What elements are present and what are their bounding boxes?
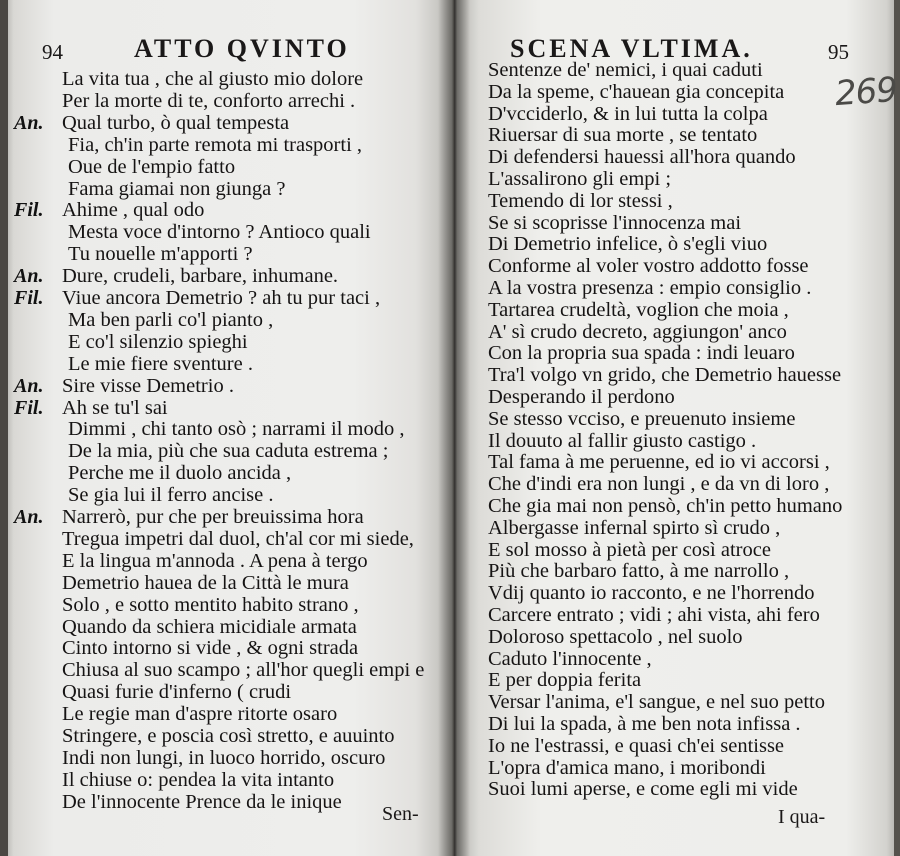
verse-line: L'opra d'amica mano, i moribondi [488,756,766,779]
verse-line: E per doppia ferita [488,669,642,692]
verse-line: Se si scoprisse l'innocenza mai [488,211,742,234]
verse-line: Carcere entrato ; vidi ; ahi vista, ahi fero [488,604,820,626]
right-running-head: SCENA VLTIMA. [510,34,753,63]
verse-line: Demetrio hauea de la Città le mura [62,571,349,594]
book-gutter [438,0,470,856]
speaker-label: An. [14,265,44,288]
verse-line: Tra'l volgo vn grido, che Demetrio hauesse [488,364,842,387]
verse-line: Se stesso vcciso, e preuenuto insieme [488,407,796,430]
verse-line: Riuersar di sua morte , se tentato [488,124,758,147]
verse-line: Che gia mai non pensò, ch'in petto humano [488,495,843,517]
verse-line: Di Demetrio infelice, ò s'egli viuo [488,233,768,256]
verse-line: Io ne l'estrassi, e quasi ch'ei sentisse [488,734,785,757]
verse-line: Desperando il perdono [488,386,675,408]
verse-line: Tartarea crudeltà, voglion che moia , [488,298,789,321]
verse-line: L'assalirono gli empi ; [488,168,672,190]
speaker-label: Fil. [14,396,44,419]
verse-line: Le mie fiere sventure . [68,352,253,375]
left-running-head: ATTO QVINTO [134,34,350,63]
right-page-number: 95 [828,40,849,64]
verse-line: Narrerò, pur che per breuissima hora [62,506,364,528]
verse-line: Perche me il duolo ancida , [68,462,292,485]
speaker-label: Fil. [14,287,44,309]
verse-line: Albergasse infernal spirto sì crudo , [488,516,781,539]
verse-line: Sire visse Demetrio . [62,374,234,397]
verse-line: Le regie man d'aspre ritorte osaro [62,703,338,726]
verse-line: Cinto intorno si vide , & ogni strada [62,637,359,660]
verse-line: E sol mosso à pietà per così atroce [488,538,771,561]
speaker-label: An. [14,506,44,528]
right-book-edge [894,0,900,856]
verse-line: Versar l'anima, e'l sangue, e nel suo petto [488,691,825,714]
verse-line: La vita tua , che al giusto mio dolore [62,68,364,90]
verse-line: Oue de l'empio fatto [68,155,236,178]
left-page-number: 94 [42,40,63,64]
speaker-label: Fil. [14,199,44,222]
verse-line: Se gia lui il ferro ancise . [68,484,274,507]
verse-line: Indi non lungi, in luoco horrido, oscuro [62,746,386,769]
verse-line: De l'innocente Prence da le inique [62,790,342,813]
verse-line: De la mia, più che sua caduta estrema ; [68,440,389,463]
verse-line: Tu nouelle m'apporti ? [68,243,253,266]
verse-line: Conforme al voler vostro addotto fosse [488,255,809,278]
verse-line: Vdij quanto io racconto, e ne l'horrendo [488,582,815,605]
verse-line: Sentenze de' nemici, i quai caduti [488,59,763,81]
verse-line: A' sì crudo decreto, aggiungon' anco [488,320,787,343]
verse-line: E co'l silenzio spieghi [68,330,248,353]
verse-line: Fia, ch'in parte remota mi trasporti , [68,133,363,156]
verse-line: Dure, crudeli, barbare, inhumane. [62,265,339,288]
verse-line: Il chiuse o: pendea la vita intanto [62,768,335,791]
verse-line: Da la speme, c'hauean gia concepita [488,80,785,103]
verse-line: Il douuto al fallir giusto castigo . [488,429,757,452]
verse-line: Che d'indi era non lungi , e da vn di loro , [488,473,830,496]
verse-line: Viue ancora Demetrio ? ah tu pur taci , [62,287,381,309]
right-catchword: I qua- [778,806,826,828]
verse-line: Temendo di lor stessi , [488,189,673,212]
verse-line: Fama giamai non giunga ? [68,177,286,200]
handwritten-folio-number: 269 [833,69,899,115]
verse-line: Tregua impetri dal duol, ch'al cor mi siede, [62,527,414,550]
verse-line: Ahime , qual odo [62,199,205,222]
left-book-edge [0,0,8,856]
verse-line: Mesta voce d'intorno ? Antioco quali [68,221,371,244]
verse-line: Doloroso spettacolo , nel suolo [488,625,743,648]
speaker-label: An. [14,374,44,397]
verse-line: Con la propria sua spada : indi leuaro [488,342,795,365]
verse-line: Di defendersi hauessi all'hora quando [488,146,796,169]
verse-line: Dimmi , chi tanto osò ; narrami il modo , [68,418,405,441]
verse-line: Qual turbo, ò qual tempesta [62,111,290,134]
verse-line: Più che barbaro fatto, à me narrollo , [488,560,790,583]
verse-line: Stringere, e poscia così stretto, e auuinto [62,725,395,747]
verse-line: Quando da schiera micidiale armata [62,615,357,638]
verse-line: Per la morte di te, conforto arrechi . [62,89,356,112]
verse-line: D'vcciderlo, & in lui tutta la colpa [488,102,768,125]
left-catchword: Sen- [382,803,419,825]
verse-line: Solo , e sotto mentito habito strano , [62,593,359,616]
verse-line: Tal fama à me peruenne, ed io vi accorsi , [488,451,830,474]
verse-line: E la lingua m'annoda . A pena à tergo [62,549,368,572]
verse-line: Suoi lumi aperse, e come egli mi vide [488,778,798,801]
verse-line: Chiusa al suo scampo ; all'hor quegli empi e [62,659,425,682]
verse-line: A la vostra presenza : empio consiglio . [488,277,812,299]
speaker-label: An. [14,111,44,134]
verse-line: Di lui la spada, à me ben nota infissa . [488,713,801,735]
verse-line: Quasi furie d'inferno ( crudi [62,681,292,704]
verse-line: Caduto l'innocente , [488,647,652,670]
verse-line: Ah se tu'l sai [62,396,168,419]
verse-line: Ma ben parli co'l pianto , [68,308,274,331]
